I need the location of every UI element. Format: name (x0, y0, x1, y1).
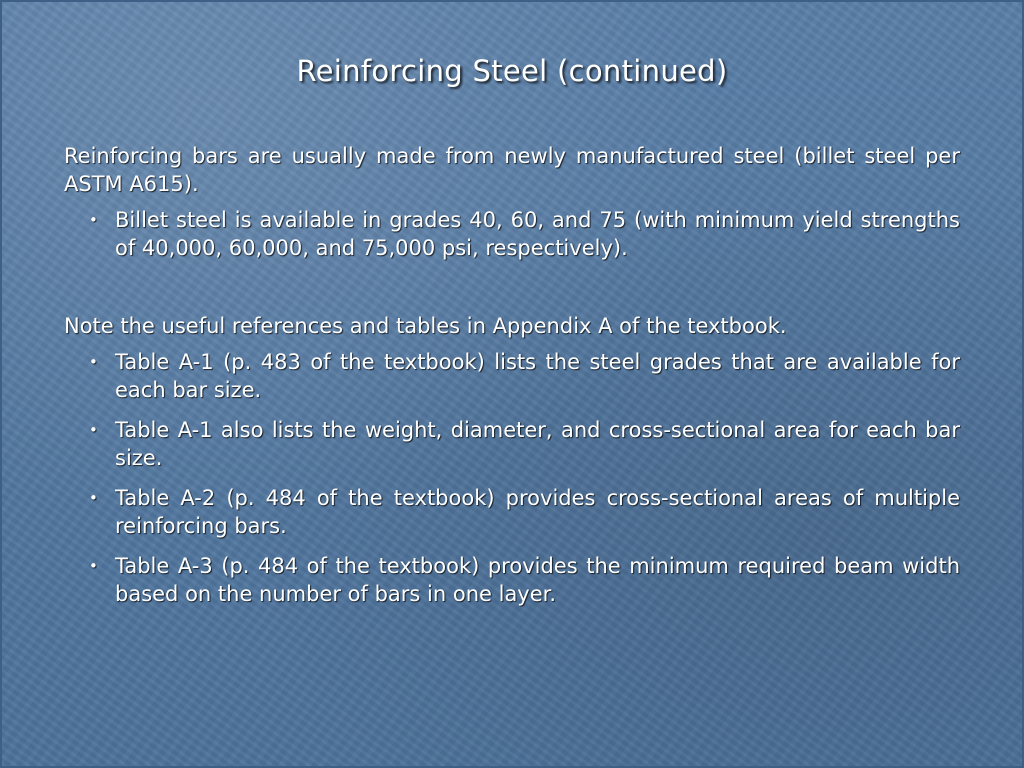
bullet-dot-icon: • (89, 489, 98, 507)
bullet-text: Table A-1 (p. 483 of the textbook) lists the steel grades that are available for each bar size. (115, 350, 960, 402)
bullet-dot-icon: • (89, 557, 98, 575)
slide-body (64, 142, 960, 620)
bullet-dot-icon: • (89, 353, 98, 371)
bullet-item (64, 484, 960, 540)
section-1-bullets (64, 206, 960, 262)
section-2-bullets (64, 348, 960, 608)
section-2-paragraph: Note the useful references and tables in Appendix A of the textbook. (64, 314, 787, 338)
bullet-text: Table A-2 (p. 484 of the textbook) provides cross-sectional areas of multiple reinforcing bars. (115, 486, 960, 538)
slide-title: Reinforcing Steel (continued) (296, 54, 728, 88)
bullet-item (64, 348, 960, 404)
bullet-item (64, 416, 960, 472)
bullet-dot-icon: • (89, 211, 98, 229)
section-1-paragraph: Reinforcing bars are usually made from newly manufactured steel (billet steel per ASTM A615). (64, 144, 960, 196)
bullet-item (64, 552, 960, 608)
bullet-text: Table A-3 (p. 484 of the textbook) provides the minimum required beam width based on the number of bars in one layer. (115, 554, 960, 606)
bullet-text: Table A-1 also lists the weight, diameter, and cross-sectional area for each bar size. (115, 418, 960, 470)
bullet-dot-icon: • (89, 421, 98, 439)
bullet-text: Billet steel is available in grades 40, 60, and 75 (with minimum yield strengths of 40,000, 60,000, and 75,000 psi, respectively). (115, 208, 960, 260)
bullet-item (64, 206, 960, 262)
